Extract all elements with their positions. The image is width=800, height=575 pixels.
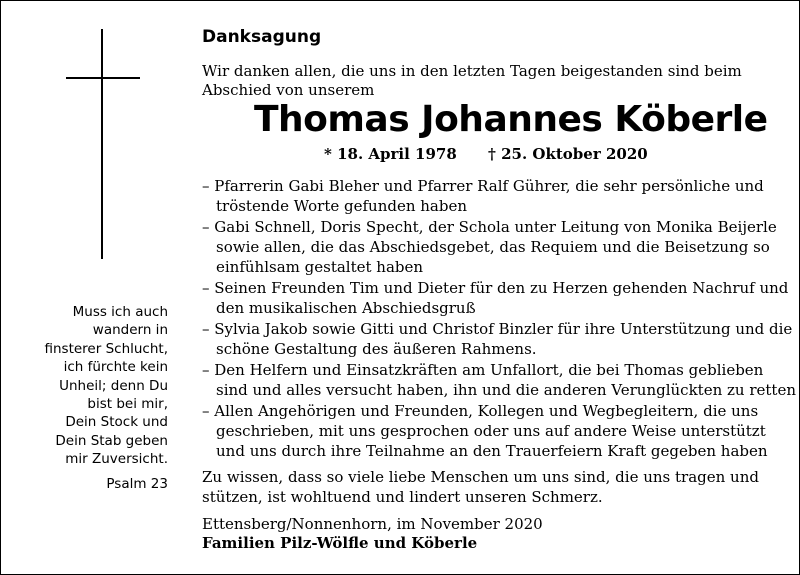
intro-text [202,62,742,100]
families-signature: Familien Pilz-Wölfle und Köberle [202,534,478,552]
list-item-line: sind und alles versucht haben, ihn und die anderen Verunglückten zu retten [216,381,796,399]
list-item [202,176,796,216]
list-item [202,278,796,318]
place-date: Ettensberg/Nonnenhorn, im November 2020 [202,515,543,533]
verse-line: Dein Stab geben [55,432,168,449]
list-item-line: den musikalischen Abschiedsgruß [216,299,476,317]
notice-heading: Danksagung [202,27,322,47]
list-item [202,360,796,400]
verse-line: Muss ich auch [72,304,168,320]
list-item [202,319,796,359]
deceased-name: Thomas Johannes Köberle [254,99,768,140]
birth-date: * 18. April 1978 [324,145,457,163]
verse-source: Psalm 23 [106,475,168,492]
verse-line: wandern in [92,322,168,339]
cross-vertical-bar [101,29,103,259]
list-item-line: – Gabi Schnell, Doris Specht, der Schola unter Leitung von Monika Beijerle [202,218,777,236]
list-item-line: und uns durch ihre Teilnahme an den Trauerfeiern Kraft gegeben haben [216,442,768,460]
closing-line: Zu wissen, dass so viele liebe Menschen um uns sind, die uns tragen und [202,468,759,486]
verse-line: ich fürchte kein [63,359,168,376]
list-item-line: einfühlsam gestaltet haben [216,258,424,276]
verse-line: Dein Stock und [65,414,168,431]
closing-text [202,467,759,507]
list-item-line: – Den Helfern und Einsatzkräften am Unfallort, die bei Thomas geblieben [202,361,764,379]
verse-line: mir Zuversicht. [65,451,168,468]
psalm-verse [20,303,168,493]
list-item-line: schöne Gestaltung des äußeren Rahmens. [216,340,537,358]
intro-line: Abschied von unserem [202,81,375,99]
list-item-line: – Pfarrerin Gabi Bleher und Pfarrer Ralf Gührer, die sehr persönliche und [202,177,764,195]
verse-line: Unheil; denn Du [59,377,168,394]
list-item-line: – Sylvia Jakob sowie Gitti und Christof Binzler für ihre Unterstützung und die [202,320,793,338]
list-item-line: sowie allen, die das Abschiedsgebet, das Requiem und die Beisetzung so [216,238,770,256]
list-item-line: geschrieben, mit uns gesprochen oder uns auf andere Weise unterstützt [216,422,766,440]
verse-line: bist bei mir, [87,396,168,413]
list-item-line: – Allen Angehörigen und Freunden, Kollegen und Wegbegleitern, die uns [202,402,759,420]
closing-line: stützen, ist wohltuend und lindert unseren Schmerz. [202,488,603,506]
intro-line: Wir danken allen, die uns in den letzten Tagen beigestanden sind beim [202,62,742,80]
list-item-line: tröstende Worte gefunden haben [216,197,468,215]
death-date: † 25. Oktober 2020 [488,145,648,163]
list-item-line: – Seinen Freunden Tim und Dieter für den zu Herzen gehenden Nachruf und [202,279,789,297]
list-item [202,401,796,461]
list-item [202,217,796,277]
life-dates [324,145,648,163]
verse-line: finsterer Schlucht, [44,340,168,357]
thanks-list [202,176,796,462]
cross-horizontal-bar [66,77,140,79]
